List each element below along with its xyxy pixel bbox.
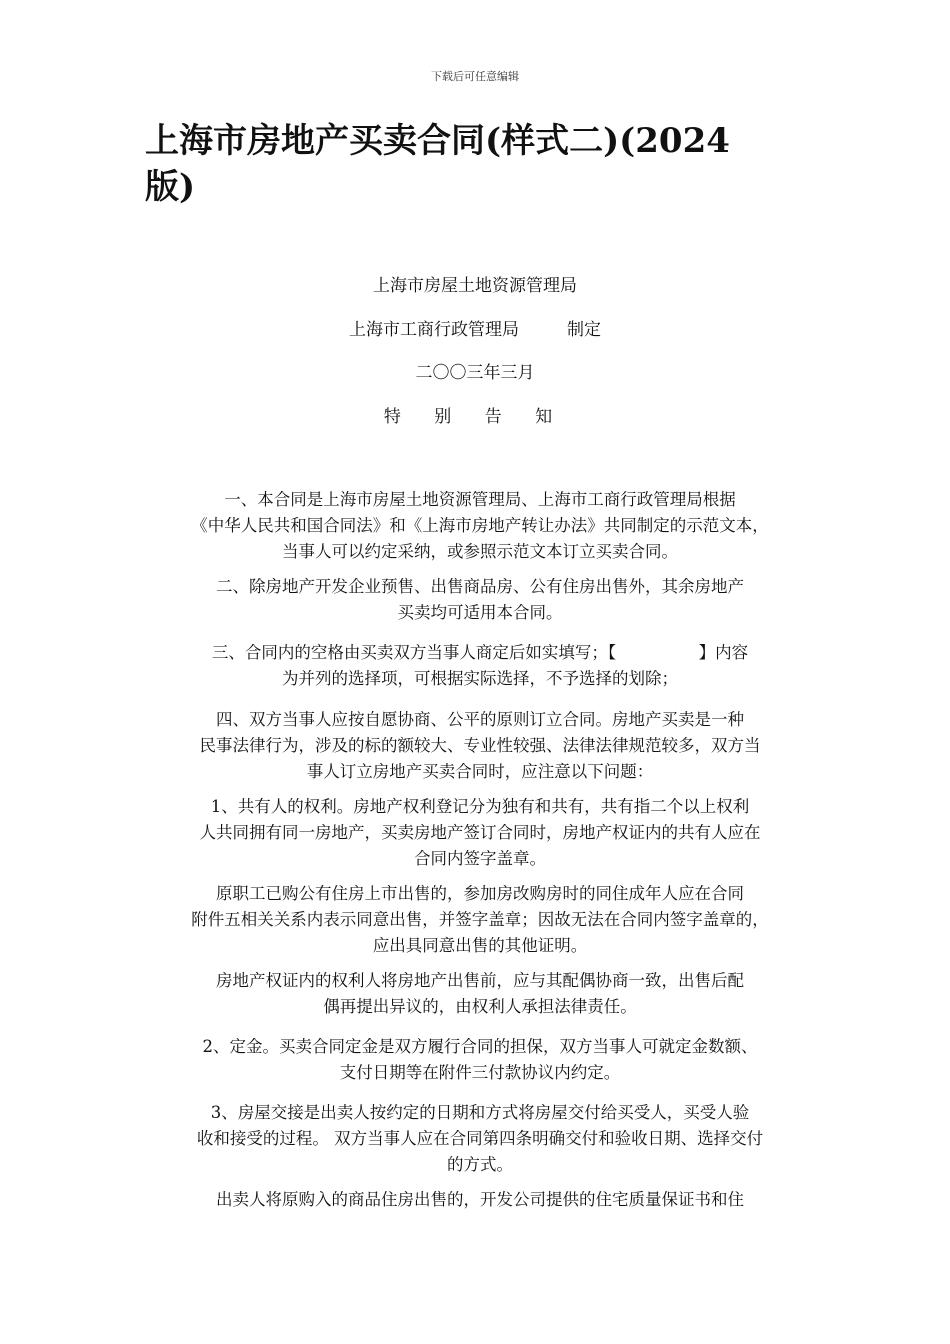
issuer-action: 制定 [567,320,601,340]
paragraph-line: 为并列的选择项，可根据实际选择，不予选择的划除； [282,669,678,688]
document-title [145,118,825,210]
paragraph-line: 三、合同内的空格由买卖双方当事人商定后如实填写；【 】内容 [211,643,749,662]
paragraph-line: 四、双方当事人应按自愿协商、公平的原则订立合同。房地产买卖是一种 [216,710,744,729]
paragraph-line: 买卖均可适用本合同。 [397,603,563,622]
paragraph-line: 人共同拥有同一房地产，买卖房地产签订合同时，房地产权证内的共有人应在 [199,823,761,842]
paragraph-line: 2、定金。买卖合同定金是双方履行合同的担保，双方当事人可就定金数额、 [202,1037,758,1056]
paragraph-10 [145,1187,815,1213]
issue-date: 二〇〇三年三月 [415,363,535,383]
paragraph-line: 的方式。 [447,1155,513,1174]
header-note: 下载后可任意编辑 [431,70,519,83]
paragraph-line: 房地产权证内的权利人将房地产出售前，应与其配偶协商一致，出售后配 [216,971,744,990]
paragraph-2 [145,574,815,626]
paragraph-line: 偶再提出异议的，由权利人承担法律责任。 [323,997,637,1016]
paragraph-8 [145,1034,815,1086]
paragraph-line: 一、本合同是上海市房屋土地资源管理局、上海市工商行政管理局根据 [224,490,736,509]
paragraph-3 [145,640,815,692]
paragraph-line: 1、共有人的权利。房地产权利登记分为独有和共有，共有指二个以上权利 [210,797,750,816]
paragraph-line: 原职工已购公有住房上市出售的，参加房改购房时的同住成年人应在合同 [216,884,744,903]
paragraph-9 [145,1100,815,1178]
paragraph-5 [145,794,815,872]
paragraph-line: 支付日期等在附件三付款协议内约定。 [339,1063,621,1082]
paragraph-line: 收和接受的过程。 双方当事人应在合同第四条明确交付和验收日期、选择交付 [196,1129,764,1148]
paragraph-line: 出卖人将原购入的商品住房出售的，开发公司提供的住宅质量保证书和住 [216,1190,744,1209]
paragraph-line: 3、房屋交接是出卖人按约定的日期和方式将房屋交付给买受人，买受人验 [210,1103,750,1122]
notice-heading: 特 别 告 知 [383,407,567,427]
paragraph-6 [145,881,815,959]
issuer-line-1: 上海市房屋土地资源管理局 [373,276,577,296]
document-title-line-1: 上海市房地产买卖合同(样式二)(2024 [145,121,730,161]
issuer-line-2 [0,315,950,340]
paragraph-line: 附件五相关关系内表示同意出售，并签字盖章；因故无法在合同内签字盖章的， [191,910,769,929]
issuer-org: 上海市工商行政管理局 [349,320,519,340]
document-title-line-2: 版) [145,167,196,207]
paragraph-line: 《中华人民共和国合同法》和《上海市房地产转让办法》共同制定的示范文本， [191,516,769,535]
paragraph-line: 合同内签字盖章。 [414,849,546,868]
paragraph-7 [145,968,815,1020]
paragraph-line: 当事人可以约定采纳，或参照示范文本订立买卖合同。 [282,542,678,561]
paragraph-line: 事人订立房地产买卖合同时，应注意以下问题： [306,762,654,781]
paragraph-line: 民事法律行为，涉及的标的额较大、专业性较强、法律法律规范较多，双方当 [199,736,761,755]
paragraph-4 [145,707,815,785]
paragraph-line: 二、除房地产开发企业预售、出售商品房、公有住房出售外，其余房地产 [216,577,744,596]
paragraph-1 [145,487,815,565]
paragraph-line: 应出具同意出售的其他证明。 [372,936,588,955]
